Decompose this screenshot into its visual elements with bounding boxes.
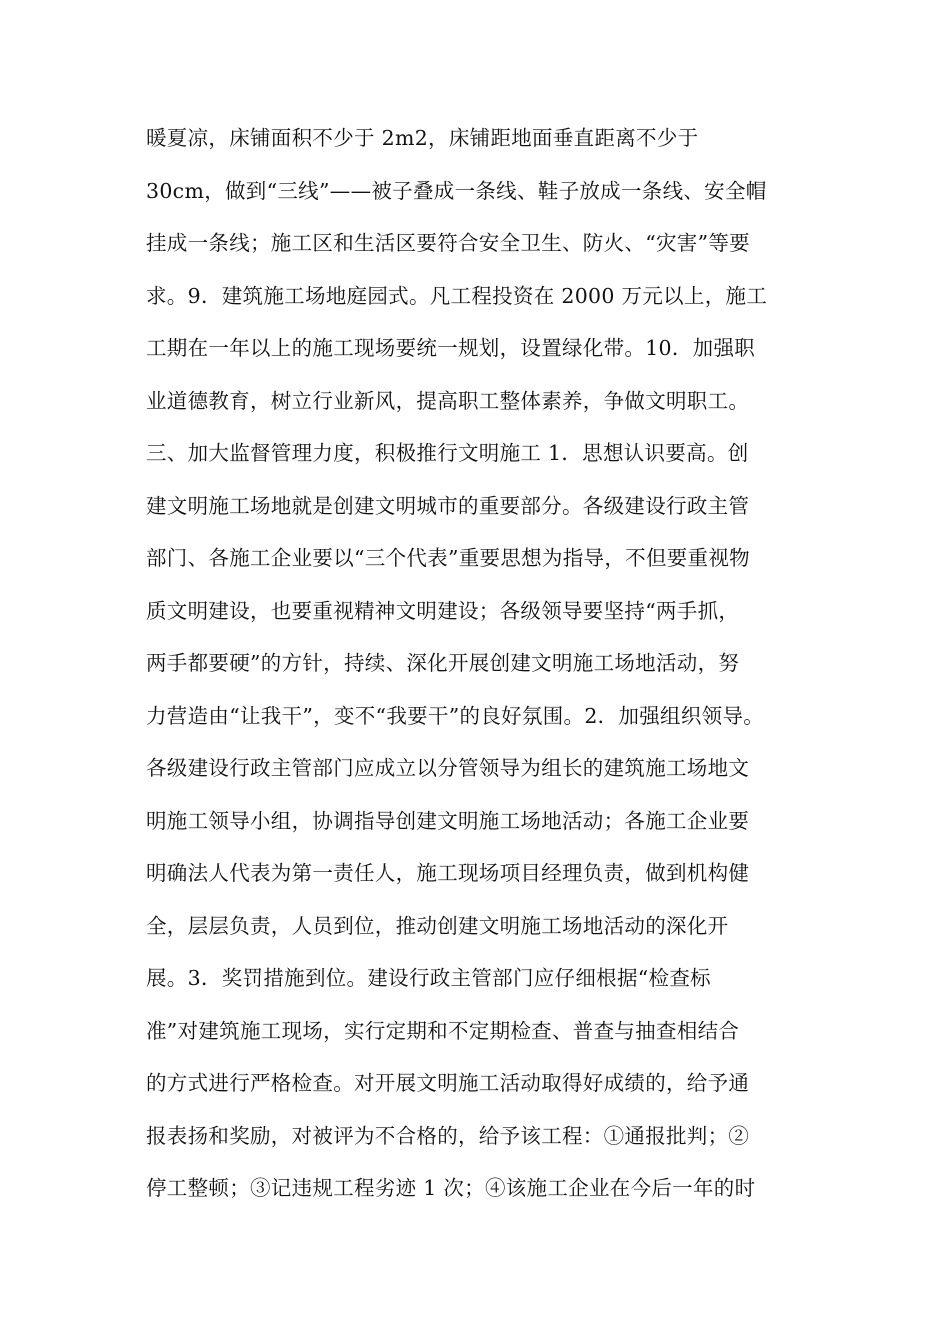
text-line: 暖夏凉，床铺面积不少于 2m2，床铺距地面垂直距离不少于 (146, 126, 699, 150)
text-line: 工期在一年以上的施工现场要统一规划，设置绿化带。10．加强职 (146, 336, 756, 360)
text-line: 明确法人代表为第一责任人，施工现场项目经理负责，做到机构健 (146, 861, 750, 885)
text-line: 30cm，做到“三线”——被子叠成一条线、鞋子放成一条线、安全帽 (146, 178, 767, 203)
text-line: 质文明建设，也要重视精神文明建设；各级领导要坚持“两手抓， (146, 598, 740, 623)
text-line: 求。9．建筑施工场地庭园式。凡工程投资在 2000 万元以上，施工 (146, 283, 768, 308)
text-line: 挂成一条线；施工区和生活区要符合安全卫生、防火、“灾害”等要 (146, 231, 750, 255)
text-line: 部门、各施工企业要以“三个代表”重要思想为指导，不但要重视物 (146, 546, 750, 570)
text-line: 力营造由“让我干”，变不“我要干”的良好氛围。2．加强组织领导。 (146, 703, 765, 728)
text-line: 建文明施工场地就是创建文明城市的重要部分。各级建设行政主管 (146, 493, 750, 518)
text-line: 各级建设行政主管部门应成立以分管领导为组长的建筑施工场地文 (146, 756, 750, 780)
text-line: 展。3．奖罚措施到位。建设行政主管部门应仔细根据“检查标 (146, 966, 711, 990)
text-line: 明施工领导小组，协调指导创建文明施工场地活动；各施工企业要 (146, 808, 750, 833)
body-text (146, 118, 806, 1221)
text-line: 三、加大监督管理力度，积极推行文明施工 1．思想认识要高。创 (146, 441, 749, 465)
text-line: 停工整顿；③记违规工程劣迹 1 次；④该施工企业在今后一年的时 (146, 1176, 756, 1200)
text-line: 准”对建筑施工现场，实行定期和不定期检查、普查与抽查相结合 (146, 1018, 740, 1043)
text-line: 两手都要硬”的方针，持续、深化开展创建文明施工场地活动，努 (146, 651, 740, 675)
text-line: 全，层层负责，人员到位，推动创建文明施工场地活动的深化开 (146, 913, 729, 938)
text-line: 的方式进行严格检查。对开展文明施工活动取得好成绩的，给予通 (146, 1071, 750, 1095)
text-line: 报表扬和奖励，对被评为不合格的，给予该工程：①通报批判；② (146, 1123, 750, 1148)
text-line: 业道德教育，树立行业新风，提高职工整体素养，争做文明职工。 (146, 388, 750, 413)
